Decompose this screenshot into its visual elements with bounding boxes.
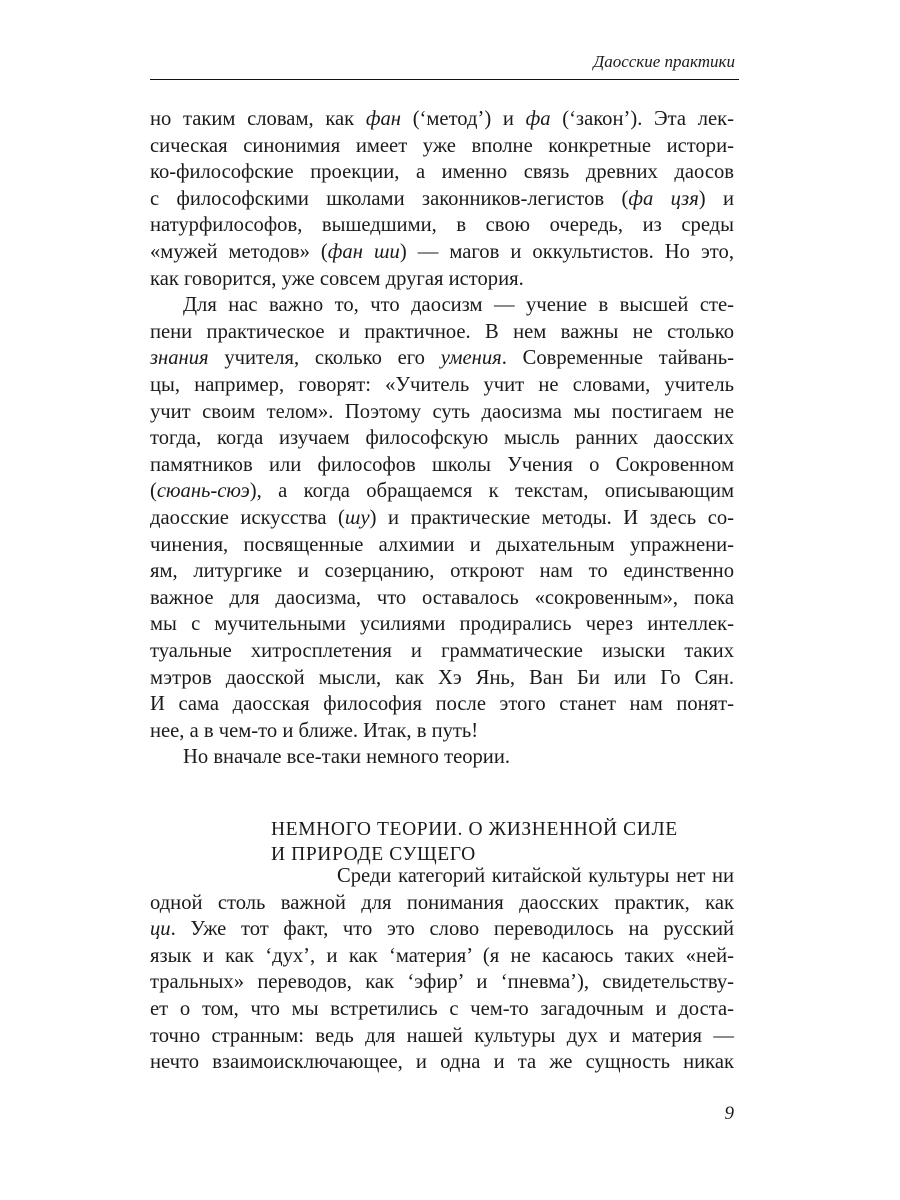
text-line: тральных» переводов, как ‘эфир’ и ‘пневма’), свидетельству-: [150, 971, 734, 994]
italic-term: фан ши: [327, 241, 400, 263]
text-line: тогда, когда изучаем философскую мысль ранних даосских: [150, 427, 734, 450]
text-line: нее, а в чем-то и ближе. Итак, в путь!: [150, 719, 479, 742]
italic-term: шу: [344, 507, 370, 529]
text-line: «мужей методов» (фан ши) — магов и оккультистов. Но это,: [150, 241, 734, 263]
text-line: нечто взаимоисключающее, и одна и та же сущность никак: [150, 1051, 734, 1074]
text-line: И сама даосская философия после этого станет нам понят-: [150, 693, 734, 716]
text-line: одной столь важной для понимания даосских практик, как: [150, 891, 734, 914]
text-line: знания учителя, сколько его умения. Современные тайвань-: [150, 347, 734, 370]
text-line: но таким словам, как фан (‘метод’) и фа (‘закон’). Эта лек-: [150, 108, 734, 130]
italic-term: сюань-сюэ: [156, 480, 250, 503]
italic-term: фа: [525, 108, 551, 130]
section-heading-line-1: НЕМНОГО ТЕОРИИ. О ЖИЗНЕННОЙ СИЛЕ: [271, 819, 678, 840]
text-line: важное для даосизма, что оставалось «сокровенным», пока: [150, 586, 734, 609]
text-line: Среди категорий китайской культуры нет ни: [337, 865, 734, 887]
italic-term: ци: [150, 918, 171, 941]
italic-term: фа цзя: [628, 187, 699, 210]
text-line: сическая синонимия имеет уже вполне конкретные истори-: [150, 134, 734, 157]
text-line: натурфилософов, вышедшими, в свою очередь, из среды: [150, 214, 734, 237]
text-line: мы с мучительными усилиями продирались через интеллек-: [150, 613, 734, 636]
page-number: 9: [724, 1103, 734, 1124]
text-line: точно странным: ведь для нашей культуры дух и материя —: [150, 1024, 734, 1047]
italic-term: фан: [365, 108, 401, 130]
text-line: с философскими школами законников-легистов (фа цзя) и: [150, 187, 734, 210]
text-line: чинения, посвященные алхимии и дыхательным упражнени-: [150, 533, 734, 556]
text-line: ет о том, что мы встретились с чем-то загадочным и доста-: [150, 998, 734, 1020]
text-line: ям, литургике и созерцанию, откроют нам то единственно: [150, 560, 734, 583]
header-rule: [150, 79, 739, 80]
text-line: язык и как ‘дух’, и как ‘материя’ (я не касаюсь таких «ней-: [150, 944, 734, 967]
text-line: как говорится, уже совсем другая история.: [150, 267, 524, 290]
text-line: ци. Уже тот факт, что это слово переводилось на русский: [150, 918, 734, 941]
text-line: пени практическое и практичное. В нем важны не столько: [150, 320, 734, 343]
text-line: памятников или философов школы Учения о Сокровенном: [150, 453, 734, 476]
text-line: (сюань-сюэ), а когда обращаемся к текстам, описывающим: [150, 480, 734, 503]
running-header: Даосские практики: [593, 52, 735, 71]
text-line: мэтров даосской мысли, как Хэ Янь, Ван Би или Го Сян.: [150, 666, 734, 689]
text-line: даосские искусства (шу) и практические методы. И здесь со-: [150, 507, 735, 529]
italic-term: знания: [150, 347, 209, 370]
text-line: цы, например, говорят: «Учитель учит не словами, учитель: [150, 374, 734, 396]
text-line: Но вначале все-таки немного теории.: [183, 746, 510, 769]
text-line: учит своим телом». Поэтому суть даосизма мы постигаем не: [150, 400, 734, 423]
italic-term: умения: [440, 347, 502, 370]
text-line: ко-философские проекции, а именно связь древних даосов: [150, 161, 734, 184]
text-line: Для нас важно то, что даосизм — учение в высшей сте-: [183, 294, 734, 317]
text-line: туальные хитросплетения и грамматические изыски таких: [150, 640, 734, 662]
section-heading-line-2: И ПРИРОДЕ СУЩЕГО: [271, 844, 476, 865]
